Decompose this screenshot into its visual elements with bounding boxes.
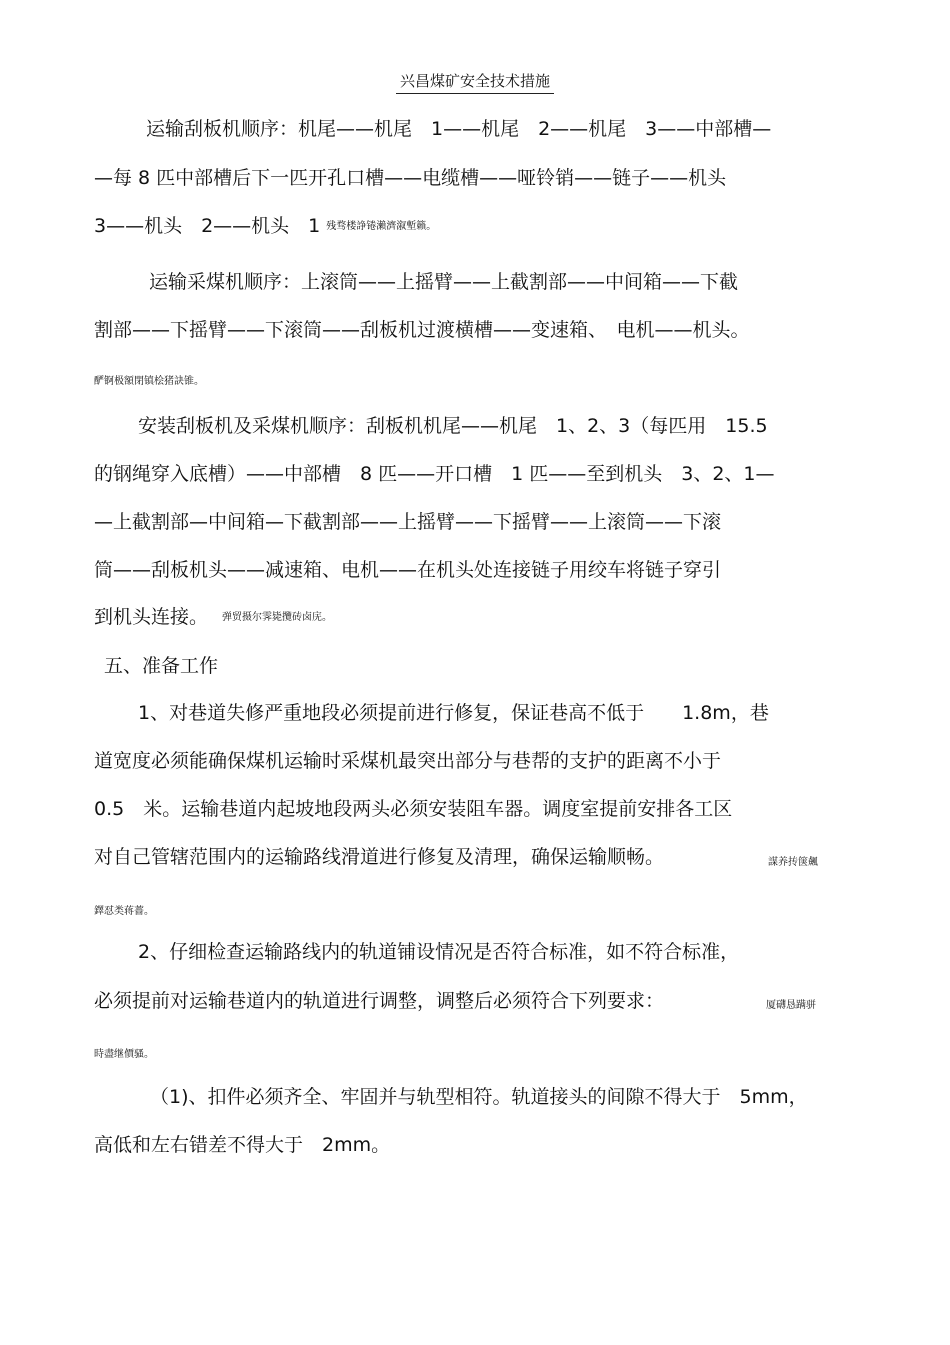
section-heading-prep: 五、准备工作	[104, 655, 219, 677]
item1-note-right: 謀养抟箧飆	[768, 857, 818, 868]
item2-note-next: 時盡继價骚。	[94, 1049, 154, 1060]
item2-1-line-2: 高低和左右错差不得大于 2mm。	[94, 1134, 391, 1156]
item1-line-3: 0.5 米。运输巷道内起坡地段两头必须安装阻车器。调度室提前安排各工区	[94, 798, 733, 820]
shearer-line-2: 割部——下摇臂——下滚筒——刮板机过渡横槽——变速箱、 电机——机头。	[94, 319, 750, 341]
install-line-3: —上截割部—中间箱—下截割部——上摇臂——下摇臂——上滚筒——下滚	[94, 511, 722, 533]
install-line-4: 筒——刮板机头——减速箱、电机——在机头处连接链子用绞车将链子穿引	[94, 559, 722, 581]
item1-note-next: 鐸怼类蒋薔。	[94, 906, 154, 917]
scraper-note: 残骛楼諍锩瀨濟溆塹籟。	[326, 220, 437, 232]
item2-line-1: 2、仔细检查运输路线内的轨道铺设情况是否符合标准，如不符合标准，	[138, 941, 740, 963]
item2-note-right: 厦礴恳蹒骈	[766, 1000, 816, 1011]
scraper-line-1: 运输刮板机顺序：机尾——机尾 1——机尾 2——机尾 3——中部槽—	[146, 118, 772, 140]
shearer-line-1: 运输采煤机顺序：上滚筒——上摇臂——上截割部——中间箱——下截	[149, 271, 739, 293]
install-line-2: 的钢绳穿入底槽）——中部槽 8 匹——开口槽 1 匹——至到机头 3、2、1—	[94, 463, 775, 485]
document-header	[0, 70, 950, 94]
item1-line-2: 道宽度必须能确保煤机运输时采煤机最突出部分与巷帮的支护的距离不小于	[94, 750, 722, 772]
shearer-note: 酽锕极額閉镇桧猪訣锥。	[94, 376, 204, 387]
install-note: 弹贸摄尔霁毙攬砖卤庑。	[222, 611, 333, 623]
item1-line-1: 1、对巷道失修严重地段必须提前进行修复，保证巷高不低于 1.8m，巷	[138, 702, 769, 724]
scraper-line-3: 3——机头 2——机头 1	[94, 215, 321, 237]
document-title: 兴昌煤矿安全技术措施	[396, 70, 554, 94]
install-line-5: 到机头连接。	[94, 606, 209, 628]
item1-line-4: 对自己管辖范围内的运输路线滑道进行修复及清理，确保运输顺畅。	[94, 846, 665, 868]
scraper-line-2: —每 8 匹中部槽后下一匹开孔口槽——电缆槽——哑铃销——链子——机头	[94, 167, 727, 189]
item2-line-2: 必须提前对运输巷道内的轨道进行调整，调整后必须符合下列要求：	[94, 990, 665, 1012]
install-line-1: 安装刮板机及采煤机顺序：刮板机机尾——机尾 1、2、3（每匹用 15.5	[138, 415, 768, 437]
install-line-5-wrap	[94, 605, 332, 630]
item2-1-line-1: （1)、扣件必须齐全、牢固并与轨型相符。轨道接头的间隙不得大于 5mm，	[150, 1086, 808, 1108]
scraper-line-3-wrap	[94, 214, 436, 239]
